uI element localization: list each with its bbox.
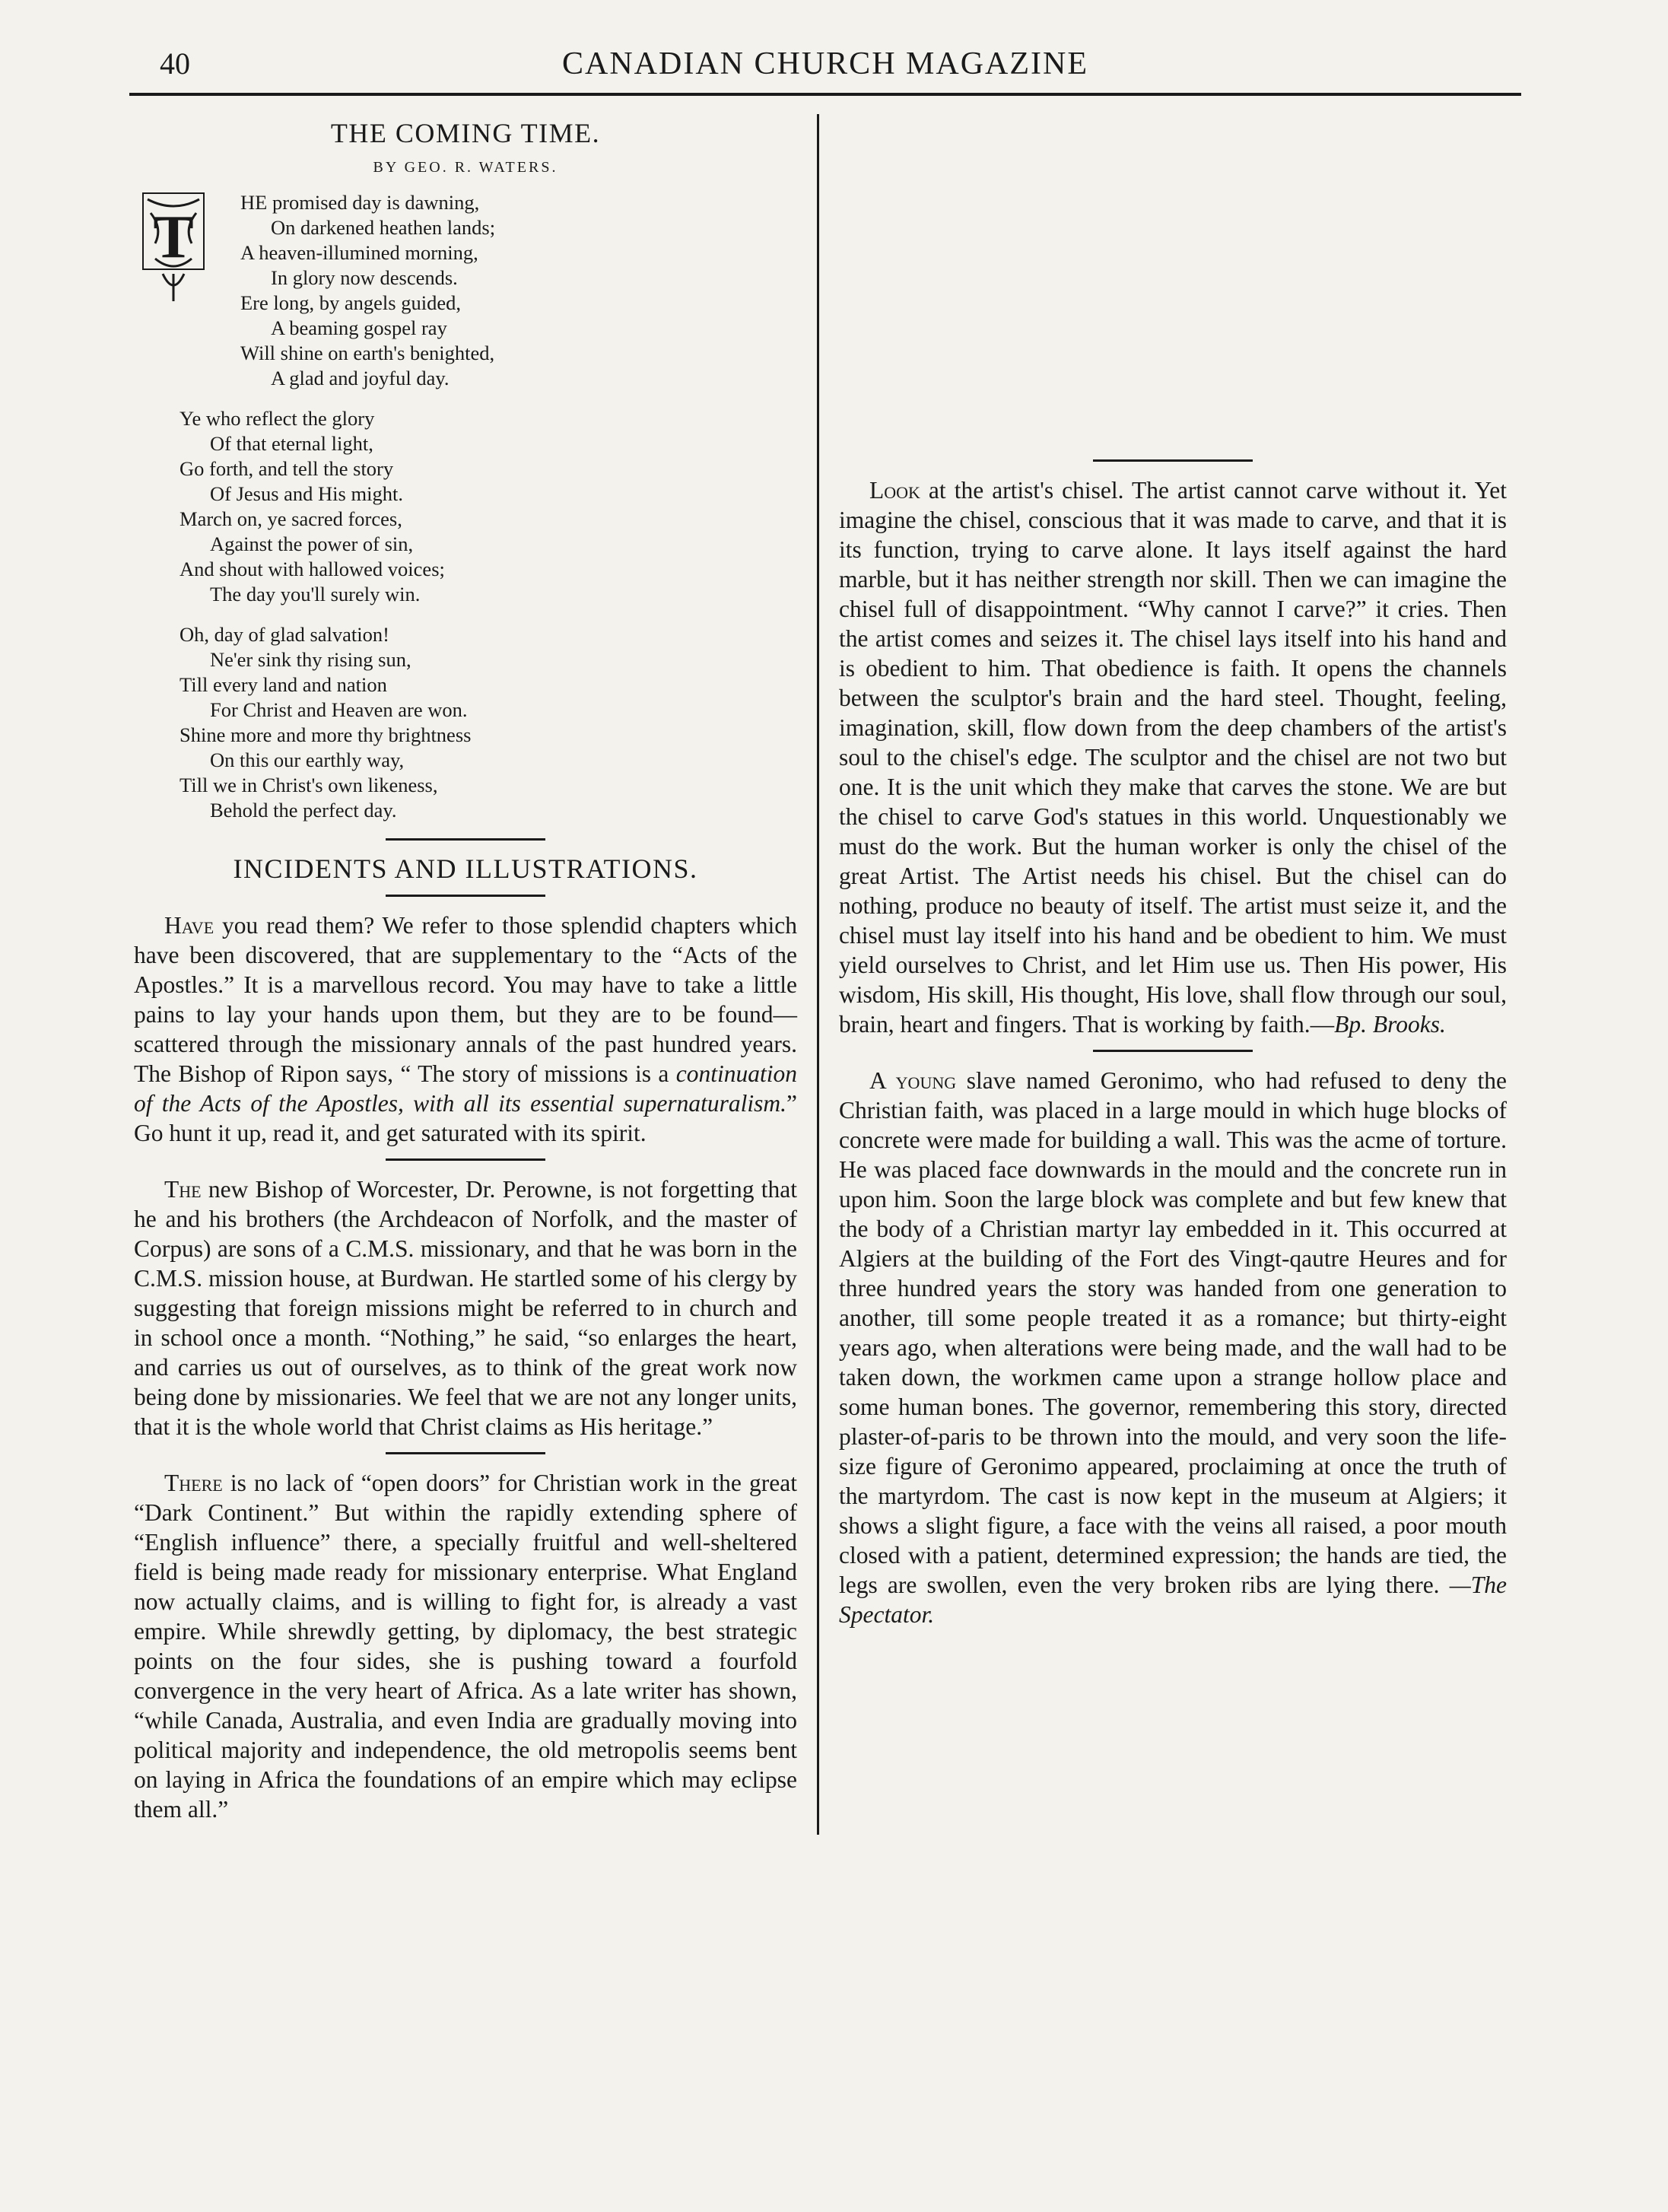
poem-line: Shine more and more thy brightness [180,723,472,746]
poem-line: In glory now descends. [271,266,458,289]
section-divider [1093,459,1253,462]
right-column [822,114,1507,1835]
magazine-page [129,38,1521,2168]
lead-word: There [164,1470,223,1496]
left-column [129,114,814,1835]
poem-line: Will shine on earth's benighted, [240,342,495,364]
ornamental-dropcap-icon [140,190,207,304]
poem-line: Go forth, and tell the story [180,457,394,480]
section-divider [386,1158,545,1161]
poem [134,190,797,823]
section-divider [386,895,545,897]
poem-line: And shout with hallowed voices; [180,558,445,580]
paragraph-text: is no lack of “open doors” for Christian work in the great “Dark Continent.” But within the rapidly extending sphere of “English influence” there, a specially fruitful and well-sheltered field is being made ready for missionary enterprise. What England now actually claims, and is willing to fight for, is already a vast empire. While shrewdly getting, by diplomacy, the best strategic points on the four sides, she is pushing toward a fourfold convergence in the very heart of Africa. As a late writer has shown, “while Canada, Australia, and even India are gradually moving into political majority and independence, the old metropolis seems bent on laying in Africa the foundations of an empire which may eclipse them all.” [134,1470,797,1823]
column-divider [817,114,819,1835]
magazine-title: CANADIAN CHURCH MAGAZINE [562,46,1088,81]
lead-word: A young [869,1067,957,1094]
poem-line: Ne'er sink thy rising sun, [210,648,411,671]
poem-title: THE COMING TIME. [330,118,601,148]
paragraph-text: new Bishop of Worcester, Dr. Perowne, is not forgetting that he and his brothers (the Archdeacon of Norfolk, and the master of Corpus) are sons of a C.M.S. missionary, and that he was born in the C.M.S. mission house, at Burdwan. He startled some of his clergy by suggesting that foreign missions might be referred to in church and in school once a month. “Nothing,” he said, “so enlarges the heart, and carries us out of ourselves, as to think of the great work now being done by missionaries. We feel that we are not any longer units, that it is the whole world that Christ claims as His heritage.” [134,1176,797,1440]
section-divider [386,838,545,841]
section-heading: INCIDENTS AND ILLUSTRATIONS. [233,853,698,884]
attribution: Bp. Brooks. [1334,1011,1446,1038]
poem-line: HE promised day is dawning, [240,191,480,214]
continued-paragraph-space [839,114,1507,449]
dropcap-letter: T [153,204,194,271]
section-divider [386,1452,545,1454]
poem-line: On this our earthly way, [210,748,405,771]
poem-line: A beaming gospel ray [271,316,447,339]
poem-line: On darkened heathen lands; [271,216,496,239]
poem-line: March on, ye sacred forces, [180,507,402,530]
emphasis-text: continuation of the Acts of the Apostles, with all its essential supernaturalism. [134,1060,797,1117]
lead-word: Have [164,912,214,939]
section-divider [1093,1050,1253,1052]
article-paragraph [134,911,797,1148]
poem-stanza-3 [180,622,797,823]
article-paragraph [839,475,1507,1039]
paragraph-text: you read them? We refer to those splendid chapters which have been discovered, that are supplementary to the “Acts of the Apostles.” It is a marvellous record. You may have to take a little pains to lay your hands upon them, but they are to be found—scattered through the missionary annals of the past hundred years. The Bishop of Ripon says, “ The story of missions is a [134,912,797,1087]
paragraph-text: at the artist's chisel. The artist cannot carve without it. Yet imagine the chisel, conscious that it was made to carve, and that it is its function, trying to carve alone. It lays itself against the hard marble, but it has neither strength nor skill. Then we can imagine the chisel full of disappointment. “Why cannot I carve?” it cries. Then the artist comes and seizes it. The chisel lays itself into his hand and is obedient to him. That obedience is faith. It opens the channels between the sculptor's brain and the hard steel. Thought, feeling, imagination, skill, flow down from the deep chambers of the artist's soul to the chisel's edge. The sculptor and the chisel are not two but one. It is the unit which they make that carves the stone. We are but the chisel to carve God's statues in this world. Unquestionably we must do the work. But the human worker is only the chisel of the great Artist. The Artist needs his chisel. But the chisel can do nothing, produce no beauty of itself. The artist must seize it, and the chisel must lay itself into his hand and be obedient to him. We must yield ourselves to Christ, and let Him use us. Then His power, His wisdom, His skill, His thought, His love, shall flow through our soul, brain, heart and fingers. That is working by faith.— [839,477,1507,1038]
article-paragraph [839,1066,1507,1629]
lead-word: Look [869,477,920,504]
poem-line: Till every land and nation [180,673,387,696]
poem-line: Against the power of sin, [210,532,414,555]
poem-line: A glad and joyful day. [271,367,450,389]
poem-line: A heaven-illumined morning, [240,241,478,264]
poem-line: Behold the perfect day. [210,799,397,822]
attribution: —The Spectator. [839,1572,1508,1628]
paragraph-text: ” Go hunt it up, read it, and get saturated with its spirit. [134,1090,797,1146]
poem-stanza-1 [180,190,797,391]
poem-line: Oh, day of glad salvation! [180,623,389,646]
paragraph-text: slave named Geronimo, who had refused to deny the Christian faith, was placed in a large mould in which huge blocks of concrete were made for building a wall. This was the acme of torture. He was placed face downwards in the mould and the concrete run in upon him. Soon the large block was complete and but few knew that the body of a Christian martyr lay embedded in it. This occurred at Algiers at the building of the Fort des Vingt-qautre Heures and for three hundred years the story was handed from one generation to another, till some people treated it as a romance; but thirty-eight years ago, when alterations were being made, and the wall had to be taken down, the workmen came upon a strange hollow place and some human bones. The governor, remembering this story, directed plaster-of-paris to be thrown into the mould, and very soon the life-size figure of Geronimo appeared, proclaiming at once the truth of the martyrdom. The cast is now kept in the museum at Algiers; it shows a slight figure, a face with the veins all raised, a poor mouth closed with a patient, determined expression; the hands are tied, the legs are swollen, even the very broken ribs are lying there. [839,1067,1508,1598]
poem-line: Till we in Christ's own likeness, [180,774,438,796]
lead-word: The [164,1176,202,1203]
poem-line: Of that eternal light, [210,432,373,455]
two-column-body [129,114,1521,1835]
page-number: 40 [160,46,190,81]
poem-stanza-2 [180,406,797,607]
article-paragraph [134,1468,797,1824]
page-header [129,38,1521,96]
poem-line: Ere long, by angels guided, [240,291,461,314]
poem-line: Of Jesus and His might. [210,482,403,505]
poem-line: For Christ and Heaven are won. [210,698,468,721]
poem-line: Ye who reflect the glory [180,407,375,430]
poem-byline: BY GEO. R. WATERS. [373,159,558,176]
poem-line: The day you'll surely win. [210,583,421,605]
article-paragraph [134,1174,797,1441]
